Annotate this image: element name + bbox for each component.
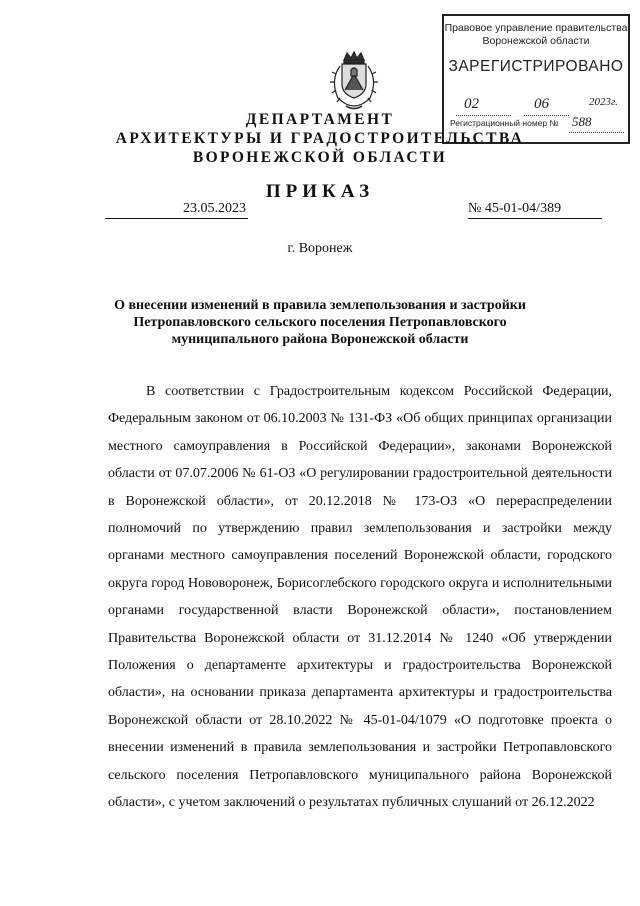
stamp-org: [444, 22, 628, 48]
stamp-reg-number-value: 588: [572, 114, 592, 129]
department-line2: АРХИТЕКТУРЫ И ГРАДОСТРОИТЕЛЬСТВА: [115, 130, 525, 147]
stamp-reg-number-label: Регистрационный номер №: [450, 118, 559, 128]
stamp-org-line2: Воронежской области: [482, 35, 590, 47]
stamp-registered: ЗАРЕГИСТРИРОВАНО: [448, 58, 624, 75]
document-type: ПРИКАЗ: [265, 181, 375, 202]
body-paragraph: В соответствии с Градостроительным кодексом Российской Федерации, Федеральным законом от 06.10.2003 № 131-ФЗ «Об общих принципах организации местного самоуправления в Российской Федерации», законами Воронежской области от 07.07.2006 № 61-ОЗ «О регулировании градостроительной деятельности в Воронежской области», от 20.12.2018 № 173-ОЗ «О перераспределении полномочий по утверждению правил землепользования и застройки между органами местного самоуправления поселений Воронежской области, городского округа город Нововоронеж, Борисоглебского городского округа и исполнительными органами государственной власти Воронежской области», постановлением Правительства Воронежской области от 31.12.2014 № 1240 «Об утверждении Положения о департаменте архитектуры и градостроительства Воронежской области», на основании приказа департамента архитектуры и градостроительства Воронежской области от 28.10.2022 № 45-01-04/1079 «О подготовке проекта о внесении изменений в правила землепользования и застройки Петропавловского сельского поселения Петропавловского муниципального района Воронежской области», с учетом заключений о результатах публичных слушаний от 26.12.2022: [108, 384, 612, 811]
stamp-date-day: 02: [464, 96, 479, 112]
department-line3: ВОРОНЕЖСКОЙ ОБЛАСТИ: [192, 149, 448, 166]
document-number: № 45-01-04/389: [468, 201, 602, 219]
document-title: О внесении изменений в правила землепользования и застройки Петропавловского сельского поселения Петропавловского муниципального района Воронежской области: [114, 298, 526, 347]
stamp-date-month: 06: [534, 96, 549, 112]
voronezh-coat-of-arms-icon: [328, 50, 380, 112]
document-date: 23.05.2023: [105, 201, 248, 219]
stamp-date-year: 2023г.: [589, 96, 618, 108]
document-city: г. Воронеж: [287, 241, 353, 256]
stamp-org-line1: Правовое управление правительства: [444, 22, 628, 34]
department-line1: ДЕПАРТАМЕНТ: [245, 111, 395, 128]
document-body: [108, 378, 612, 817]
